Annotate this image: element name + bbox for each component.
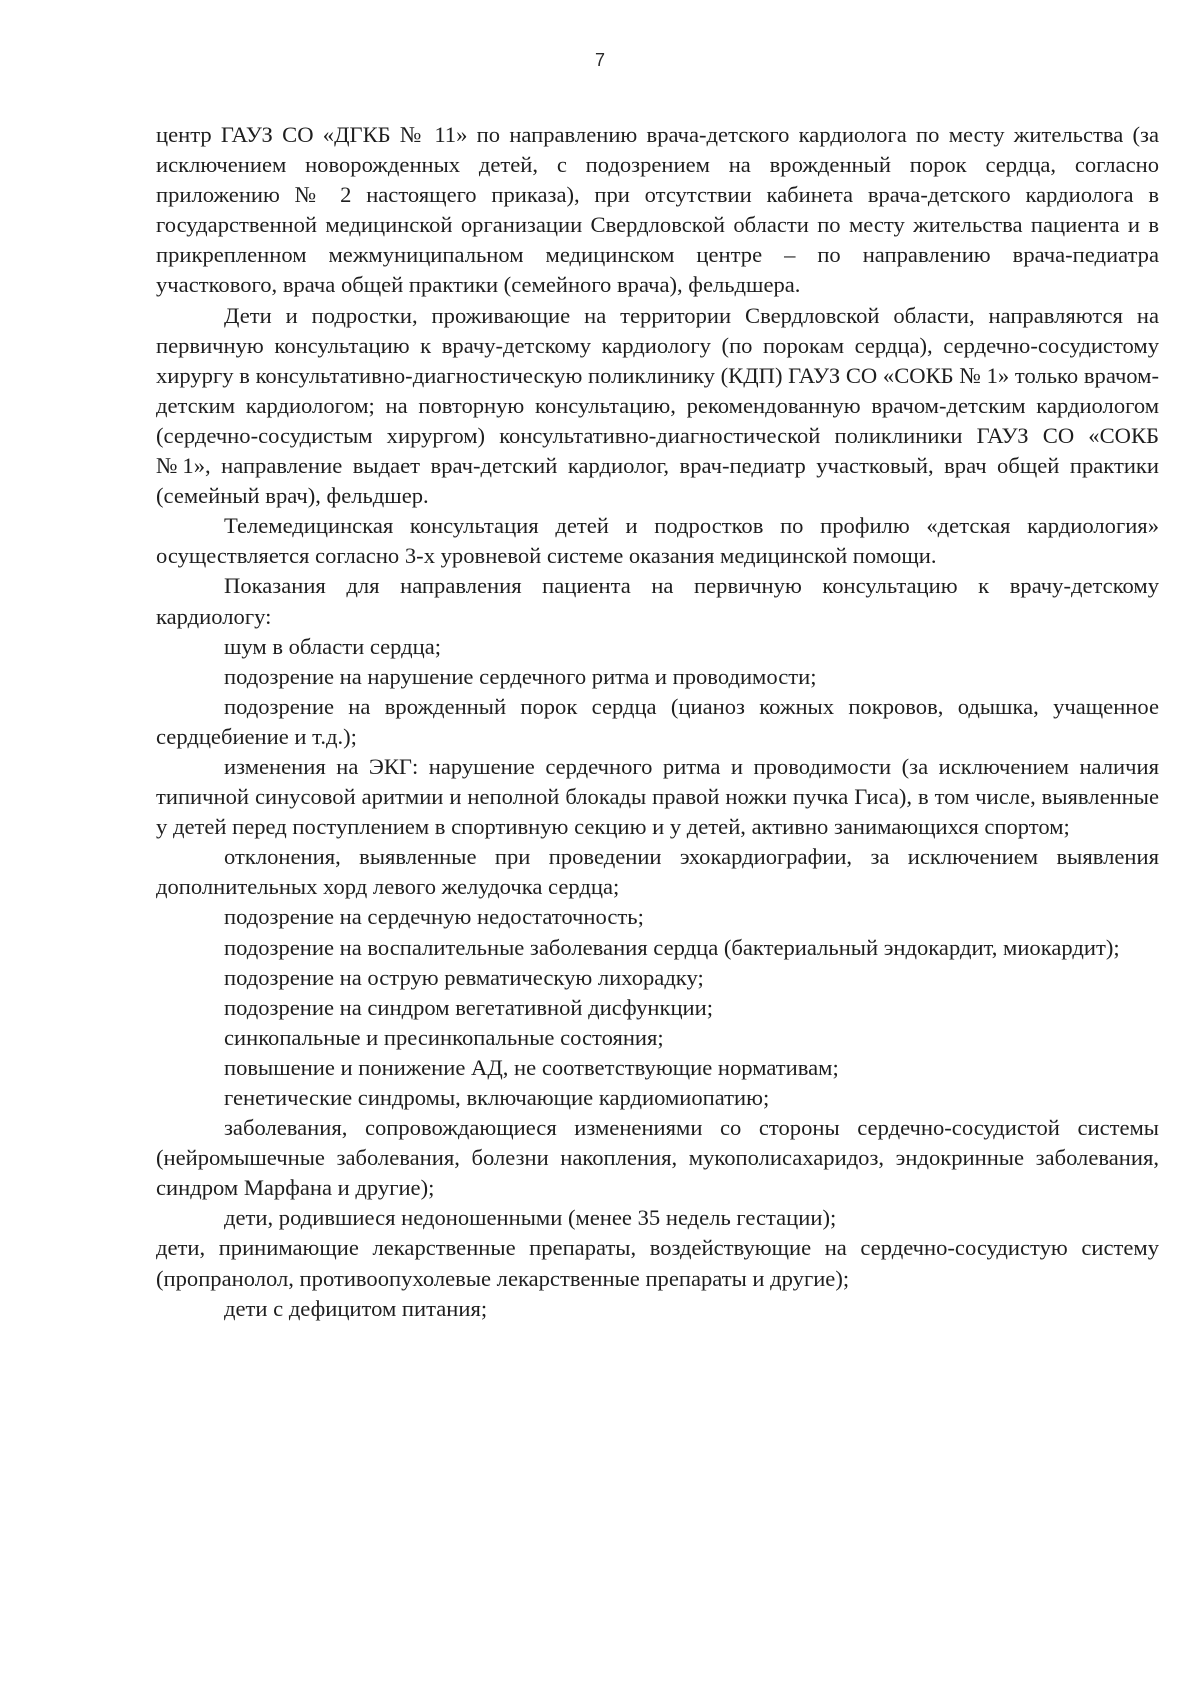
list-item: подозрение на острую ревматическую лихорадку; (224, 964, 704, 990)
list-item: изменения на ЭКГ: нарушение сердечного ритма и проводимости (за исключением наличия типичной синусовой аритмии и неполной блокады правой ножки пучка Гиса), в том числе, выявленные у детей перед поступлением в спортивную секцию и у детей, активно занимающихся спортом; (156, 753, 1159, 840)
list-item: повышение и понижение АД, не соответствующие нормативам; (224, 1054, 839, 1080)
list-item: подозрение на сердечную недостаточность; (224, 904, 644, 930)
list-item: отклонения, выявленные при проведении эхокардиографии, за исключением выявления дополнительных хорд левого желудочка сердца; (156, 844, 1159, 900)
document-body (156, 120, 1159, 1324)
list-item: дети, родившиеся недоношенными (менее 35 недель гестации); (224, 1205, 837, 1231)
list-item: подозрение на воспалительные заболевания сердца (бактериальный эндокардит, миокардит); (224, 934, 1120, 960)
page-number: 7 (594, 50, 605, 70)
list-item: дети с дефицитом питания; (224, 1295, 488, 1321)
paragraph: центр ГАУЗ СО «ДГКБ № 11» по направлению врача-детского кардиолога по месту жительства (за исключением новорожденных детей, с подозрением на врожденный порок сердца, согласно приложению № 2 настоящего приказа), при отсутствии кабинета врача-детского кардиолога в государственной медицинской организации Свердловской области по месту жительства пациента и в прикрепленном межмуниципальном медицинском центре – по направлению врача-педиатра участкового, врача общей практики (семейного врача), фельдшера. (156, 122, 1159, 298)
paragraph: Телемедицинская консультация детей и подростков по профилю «детская кардиология» осуществляется согласно 3-х уровневой системе оказания медицинской помощи. (156, 513, 1159, 569)
list-item: синкопальные и пресинкопальные состояния; (224, 1024, 664, 1050)
list-item: шум в области сердца; (224, 633, 442, 659)
list-item: подозрение на нарушение сердечного ритма и проводимости; (224, 663, 817, 689)
paragraph: Дети и подростки, проживающие на территории Свердловской области, направляются на первичную консультацию к врачу-детскому кардиологу (по порокам сердца), сердечно-сосудистому хирургу в консультативно-диагностическую поликлинику (КДП) ГАУЗ СО «СОКБ № 1» только врачом-детским кардиологом; на повторную консультацию, рекомендованную врачом-детским кардиологом (сердечно-сосудистым хирургом) консультативно-диагностической поликлиники ГАУЗ СО «СОКБ №1», направление выдает врач-детский кардиолог, врач-педиатр участковый, врач общей практики (семейный врач), фельдшер. (156, 302, 1159, 509)
list-item: заболевания, сопровождающиеся изменениями со стороны сердечно-сосудистой системы (нейромышечные заболевания, болезни накопления, мукополисахаридоз, эндокринные заболевания, синдром Марфана и другие); (156, 1115, 1159, 1201)
list-item: подозрение на врожденный порок сердца (цианоз кожных покровов, одышка, учащенное сердцебиение и т.д.); (156, 693, 1159, 749)
paragraph: Показания для направления пациента на первичную консультацию к врачу-детскому кардиологу: (156, 573, 1159, 629)
list-item: дети, принимающие лекарственные препараты, воздействующие на сердечно-сосудистую систему (пропранолол, противоопухолевые лекарственные препараты и другие); (156, 1235, 1159, 1291)
list-item: подозрение на синдром вегетативной дисфункции; (224, 994, 714, 1020)
list-item: генетические синдромы, включающие кардиомиопатию; (224, 1085, 770, 1110)
